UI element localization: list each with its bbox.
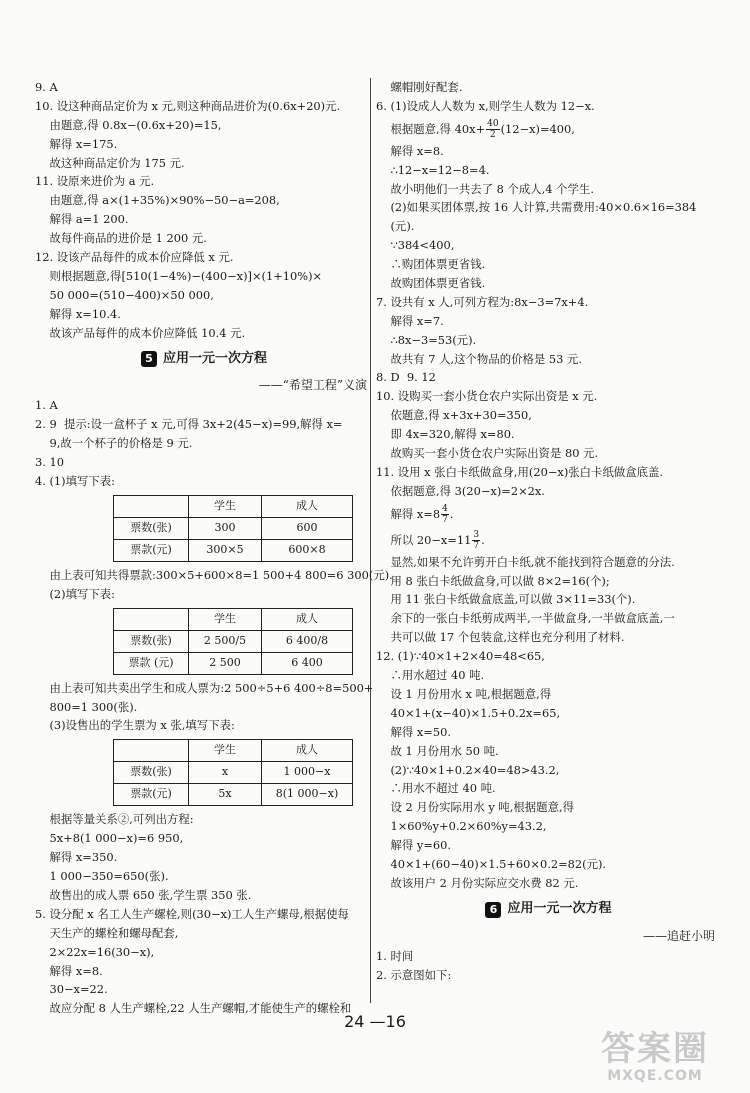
text-line: 解得 x=350. (35, 850, 118, 865)
text-line: 由上表可知共卖出学生和成人票为:2 500÷5+6 400÷8=500+ (35, 680, 374, 695)
text-line: ∴用水不超过 40 吨. (376, 781, 496, 796)
text-line: 40×1+(60−40)×1.5+60×0.2=82(元). (376, 856, 607, 871)
text-line: 解得 x=8. (35, 963, 103, 978)
text-line: 12. 设该产品每件的成本价应降低 x 元. (35, 250, 234, 265)
text-line: 用 8 张白卡纸做盒身,可以做 8×2=16(个); (376, 573, 610, 588)
text-line: 故该产品每件的成本价应降低 10.4 元. (35, 325, 246, 340)
text-line: 40×1+(x−40)×1.5+0.2x=65, (376, 705, 561, 720)
frac2-text-post: . (481, 532, 485, 547)
table-header-row (114, 495, 353, 517)
text-line: 800=1 300(张). (35, 699, 138, 714)
text-line: 共可以做 17 个包装盒,这样也充分利用了材料. (376, 630, 625, 645)
text-line: 50 000=(510−400)×50 000, (35, 287, 214, 302)
table-cell: 8(1 000−x) (262, 784, 353, 806)
table-cell: 1 000−x (262, 762, 353, 784)
text-line: 3. 10 (35, 455, 64, 470)
text-line: 设 1 月份用水 x 吨,根据题意,得 (376, 686, 552, 701)
table-cell: 成人 (262, 495, 353, 517)
text-line: 8. D 9. 12 (376, 370, 436, 385)
left-column (35, 78, 393, 1018)
text-line: 解得 x=175. (35, 136, 118, 151)
section-5-title: 应用一元一次方程 (162, 351, 267, 367)
table-cell: 300×5 (189, 539, 262, 561)
text-line: 螺帽刚好配套. (376, 80, 463, 94)
text-line: 天生产的螺栓和螺母配套, (35, 925, 179, 940)
table-cell: 票数(张) (114, 762, 189, 784)
text-line: (2)∵40×1+0.2×40=48>43.2, (376, 762, 560, 777)
text-line: 由题意,得 0.8x−(0.6x+20)=15, (35, 117, 222, 132)
text-line: 11. 设原来进价为 a 元. (35, 174, 155, 189)
text-line: 解得 x=8. (376, 143, 444, 158)
text-line: 故 1 月份用水 50 吨. (376, 743, 499, 758)
text-line: 解得 x=10.4. (35, 306, 121, 321)
table-cell: 票数(张) (114, 630, 189, 652)
text-line: 2. 9 提示:设一盒杯子 x 元,可得 3x+2(45−x)=99,解得 x= (35, 417, 343, 432)
table-header-row (114, 740, 353, 762)
text-line: 12. (1)∵40×1+2×40=48<65, (376, 649, 545, 664)
text-line: (元). (376, 219, 415, 234)
watermark-text: 答案圈 (601, 1029, 709, 1069)
text-line: 解得 x=50. (376, 724, 451, 739)
text-line: 即 4x=320,解得 x=80. (376, 427, 515, 442)
text-line: 故购团体票更省钱. (376, 276, 486, 291)
section-6-badge: 6 (485, 902, 501, 918)
text-line: ∴8x−3=53(元). (376, 332, 477, 347)
table-row (114, 630, 353, 652)
left-block-a (35, 78, 373, 342)
text-line: 1. 时间 (376, 948, 414, 963)
section-5-badge: 5 (141, 351, 157, 367)
right-column (376, 78, 721, 985)
eq6-line (376, 116, 721, 142)
frac1-numerator: 4 (442, 504, 448, 515)
table-cell: 300 (189, 517, 262, 539)
text-line: (3)设售出的学生票为 x 张,填写下表: (35, 718, 235, 733)
page-number: 24 —16 (344, 1012, 406, 1031)
table-row (114, 517, 353, 539)
table-cell: 票款(元) (114, 539, 189, 561)
table-cell: x (189, 762, 262, 784)
text-line: 显然,如果不允许剪开白卡纸,就不能找到符合题意的分法. (376, 554, 675, 569)
text-line: 故该用户 2 月份实际应交水费 82 元. (376, 875, 579, 890)
text-line: 5. 设分配 x 名工人生产螺栓,则(30−x)工人生产螺母,根据使每 (35, 906, 349, 921)
frac1-line (376, 501, 721, 527)
table-cell: 2 500/5 (189, 630, 262, 652)
text-line: 用 11 张白卡纸做盒底盖,可以做 3×11=33(个). (376, 592, 636, 607)
text-line: ∴购团体票更省钱. (376, 257, 486, 272)
text-line: (2)如果买团体票,按 16 人计算,共需费用:40×0.6×16=384 (376, 200, 697, 215)
text-line: 1 000−350=650(张). (35, 869, 169, 884)
section-6-subtitle: ——追赶小明 (642, 928, 715, 943)
text-line: 故这种商品定价为 175 元. (35, 155, 185, 170)
text-line: 故小明他们一共去了 8 个成人,4 个学生. (376, 181, 594, 196)
frac1-denominator: 7 (442, 515, 448, 526)
text-line: 故购买一套小货仓农户实际出资是 80 元. (376, 446, 599, 461)
text-line: 10. 设购买一套小货仓农户实际出资是 x 元. (376, 389, 598, 404)
table-cell: 票款(元) (114, 784, 189, 806)
eq6-denominator: 2 (490, 130, 496, 141)
table-cell: 票款 (元) (114, 652, 189, 674)
table-cell: 2 500 (189, 652, 262, 674)
frac1 (441, 504, 449, 525)
section-6-title: 应用一元一次方程 (507, 901, 612, 917)
table-ticket-1 (113, 495, 353, 562)
table-cell (114, 740, 189, 762)
frac2-numerator: 3 (473, 530, 480, 541)
eq6-fraction (486, 119, 499, 140)
table-row (114, 539, 353, 561)
table-ticket-2 (113, 608, 353, 675)
text-line: 7. 设共有 x 人,可列方程为:8x−3=7x+4. (376, 294, 589, 309)
table-ticket-3 (113, 739, 353, 806)
eq6-text-post: (12−x)=400, (500, 121, 575, 136)
text-line: 1×60%y+0.2×60%y=43.2, (376, 819, 547, 834)
frac2-text-pre: 所以 20−x=11 (376, 532, 472, 547)
text-line: 故售出的成人票 650 张,学生票 350 张. (35, 887, 252, 902)
text-line: 1. A (35, 398, 58, 413)
table-cell: 票数(张) (114, 517, 189, 539)
left-block-d (35, 679, 373, 736)
text-line: 11. 设用 x 张白卡纸做盒身,用(20−x)张白卡纸做盒底盖. (376, 464, 664, 479)
section-5-subtitle: ——“希望工程”义演 (258, 378, 367, 393)
table-cell: 成人 (262, 608, 353, 630)
right-block-c (376, 553, 721, 893)
text-line: 故每件商品的进价是 1 200 元. (35, 231, 207, 246)
text-line: 解得 a=1 200. (35, 212, 129, 227)
text-line: 根据等量关系②,可列出方程: (35, 812, 194, 827)
frac2-denominator: 7 (473, 541, 480, 552)
watermark-logo (580, 1030, 730, 1084)
text-line: 解得 x=7. (376, 313, 444, 328)
table-cell: 600×8 (262, 539, 353, 561)
text-line: 2. 示意图如下: (376, 967, 452, 982)
section-5-heading (35, 346, 373, 372)
text-line: 余下的一张白卡纸剪成两半,一半做盒身,一半做盒底盖,一 (376, 611, 675, 626)
table-cell: 6 400 (262, 652, 353, 674)
text-line: (2)填写下表: (35, 586, 116, 601)
table-row (114, 762, 353, 784)
table-cell: 学生 (189, 740, 262, 762)
right-block-a (376, 78, 721, 116)
table-cell: 5x (189, 784, 262, 806)
text-line: 由上表可知共得票款:300×5+600×8=1 500+4 800=6 300(元). (35, 567, 393, 582)
text-line: 解得 y=60. (376, 838, 451, 853)
text-line: 9,故一个杯子的价格是 9 元. (35, 436, 193, 451)
frac2 (472, 530, 480, 551)
text-line: 设 2 月份实际用水 y 吨,根据题意,得 (376, 800, 574, 815)
left-block-c (35, 566, 393, 604)
text-line: 故应分配 8 人生产螺栓,22 人生产螺帽,才能使生产的螺栓和 (35, 1001, 352, 1016)
table-cell (114, 608, 189, 630)
text-line: 10. 设这种商品定价为 x 元,则这种商品进价为(0.6x+20)元. (35, 98, 341, 113)
frac1-text-pre: 解得 x=8 (376, 506, 441, 521)
section-6-heading (376, 897, 721, 923)
left-block-b (35, 396, 373, 490)
right-block-d (376, 947, 721, 985)
text-line: 2×22x=16(30−x), (35, 944, 155, 959)
watermark-url: MXQE.COM (607, 1068, 703, 1084)
text-line: 30−x=22. (35, 982, 108, 997)
frac2-line (376, 527, 721, 553)
text-line: 4. (1)填写下表: (35, 474, 116, 489)
text-line: 5x+8(1 000−x)=6 950, (35, 831, 184, 846)
frac1-text-post: . (449, 506, 454, 521)
eq6-text-pre: 根据题意,得 40x+ (376, 121, 486, 136)
text-line: 6. (1)设成人人数为 x,则学生人数为 12−x. (376, 98, 595, 113)
text-line: 则根据题意,得[510(1−4%)−(400−x)]×(1+10%)× (35, 268, 323, 283)
left-block-e (35, 810, 373, 1018)
table-row (114, 784, 353, 806)
text-line: 由题意,得 a×(1+35%)×90%−50−a=208, (35, 193, 280, 208)
text-line: 依题意,得 x+3x+30=350, (376, 408, 532, 423)
text-line: ∵384<400, (376, 238, 455, 253)
text-line: ∴12−x=12−8=4. (376, 162, 490, 177)
table-cell: 学生 (189, 608, 262, 630)
table-row (114, 652, 353, 674)
table-cell: 学生 (189, 495, 262, 517)
text-line: 依据题意,得 3(20−x)=2×2x. (376, 483, 545, 498)
table-cell: 600 (262, 517, 353, 539)
text-line: ∴用水超过 40 吨. (376, 668, 485, 683)
table-cell: 6 400/8 (262, 630, 353, 652)
text-line: 9. A (35, 80, 58, 94)
eq6-numerator: 40 (487, 119, 499, 130)
text-line: 故共有 7 人,这个物品的价格是 53 元. (376, 351, 583, 366)
table-header-row (114, 608, 353, 630)
table-cell (114, 495, 189, 517)
right-block-b (376, 142, 721, 501)
table-cell: 成人 (262, 740, 353, 762)
